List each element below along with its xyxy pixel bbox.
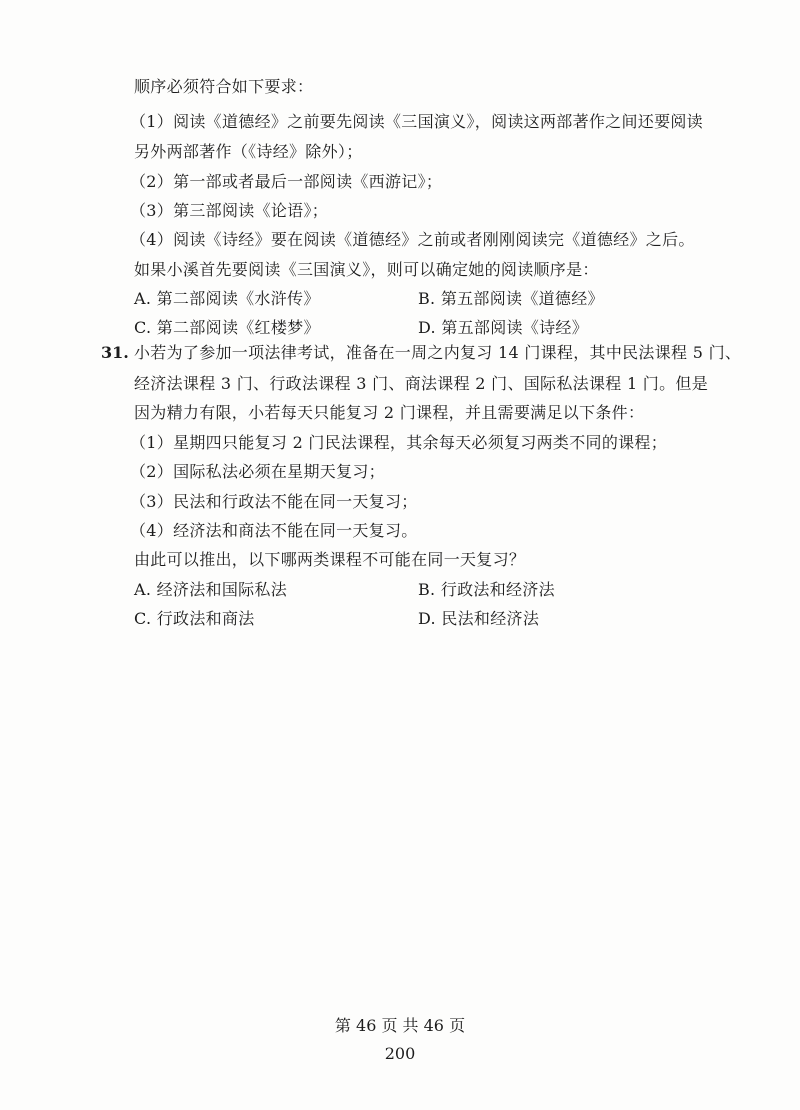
q31-stem-line-2: 经济法课程 3 门、行政法课程 3 门、商法课程 2 门、国际私法课程 1 门。但是 <box>134 374 709 393</box>
q30-condition-1: （1）阅读《道德经》之前要先阅读《三国演义》，阅读这两部著作之间还要阅读 <box>130 112 703 131</box>
q30-option-c: C. 第二部阅读《红楼梦》 <box>134 318 320 337</box>
q31-stem-line-1: 小若为了参加一项法律考试，准备在一周之内复习 14 门课程，其中民法课程 5 门、 <box>134 343 742 362</box>
q31-option-b: B. 行政法和经济法 <box>418 580 555 599</box>
q30-option-b: B. 第五部阅读《道德经》 <box>418 289 604 308</box>
q30-prompt: 如果小溪首先要阅读《三国演义》，则可以确定她的阅读顺序是： <box>134 260 599 279</box>
q30-option-d: D. 第五部阅读《诗经》 <box>418 318 589 337</box>
q31-option-a: A. 经济法和国际私法 <box>134 580 288 599</box>
q31-condition-4: （4）经济法和商法不能在同一天复习。 <box>130 521 418 540</box>
q30-condition-4: （4）阅读《诗经》要在阅读《道德经》之前或者刚刚阅读完《道德经》之后。 <box>130 230 695 249</box>
q31-prompt: 由此可以推出，以下哪两类课程不可能在同一天复习？ <box>134 550 526 569</box>
q30-continuation: 顺序必须符合如下要求： <box>134 77 314 96</box>
page-indicator: 第 46 页 共 46 页 <box>334 1016 466 1035</box>
q31-condition-1: （1）星期四只能复习 2 门民法课程，其余每天必须复习两类不同的课程； <box>130 433 668 452</box>
q30-condition-2: （2）第一部或者最后一部阅读《西游记》； <box>130 172 443 191</box>
q31-option-d: D. 民法和经济法 <box>418 609 540 628</box>
q30-condition-1-cont: 另外两部著作（《诗经》除外）； <box>134 142 363 161</box>
q31-number: 31. <box>101 343 129 362</box>
q31-option-c: C. 行政法和商法 <box>134 609 255 628</box>
q31-stem-line-3: 因为精力有限，小若每天只能复习 2 门课程，并且需要满足以下条件： <box>134 403 645 422</box>
q31-condition-3: （3）民法和行政法不能在同一天复习； <box>130 492 418 511</box>
q30-condition-3: （3）第三部阅读《论语》； <box>130 201 329 220</box>
q30-option-a: A. 第二部阅读《水浒传》 <box>134 289 320 308</box>
q31-condition-2: （2）国际私法必须在星期天复习； <box>130 462 385 481</box>
page-number: 200 <box>384 1044 416 1063</box>
